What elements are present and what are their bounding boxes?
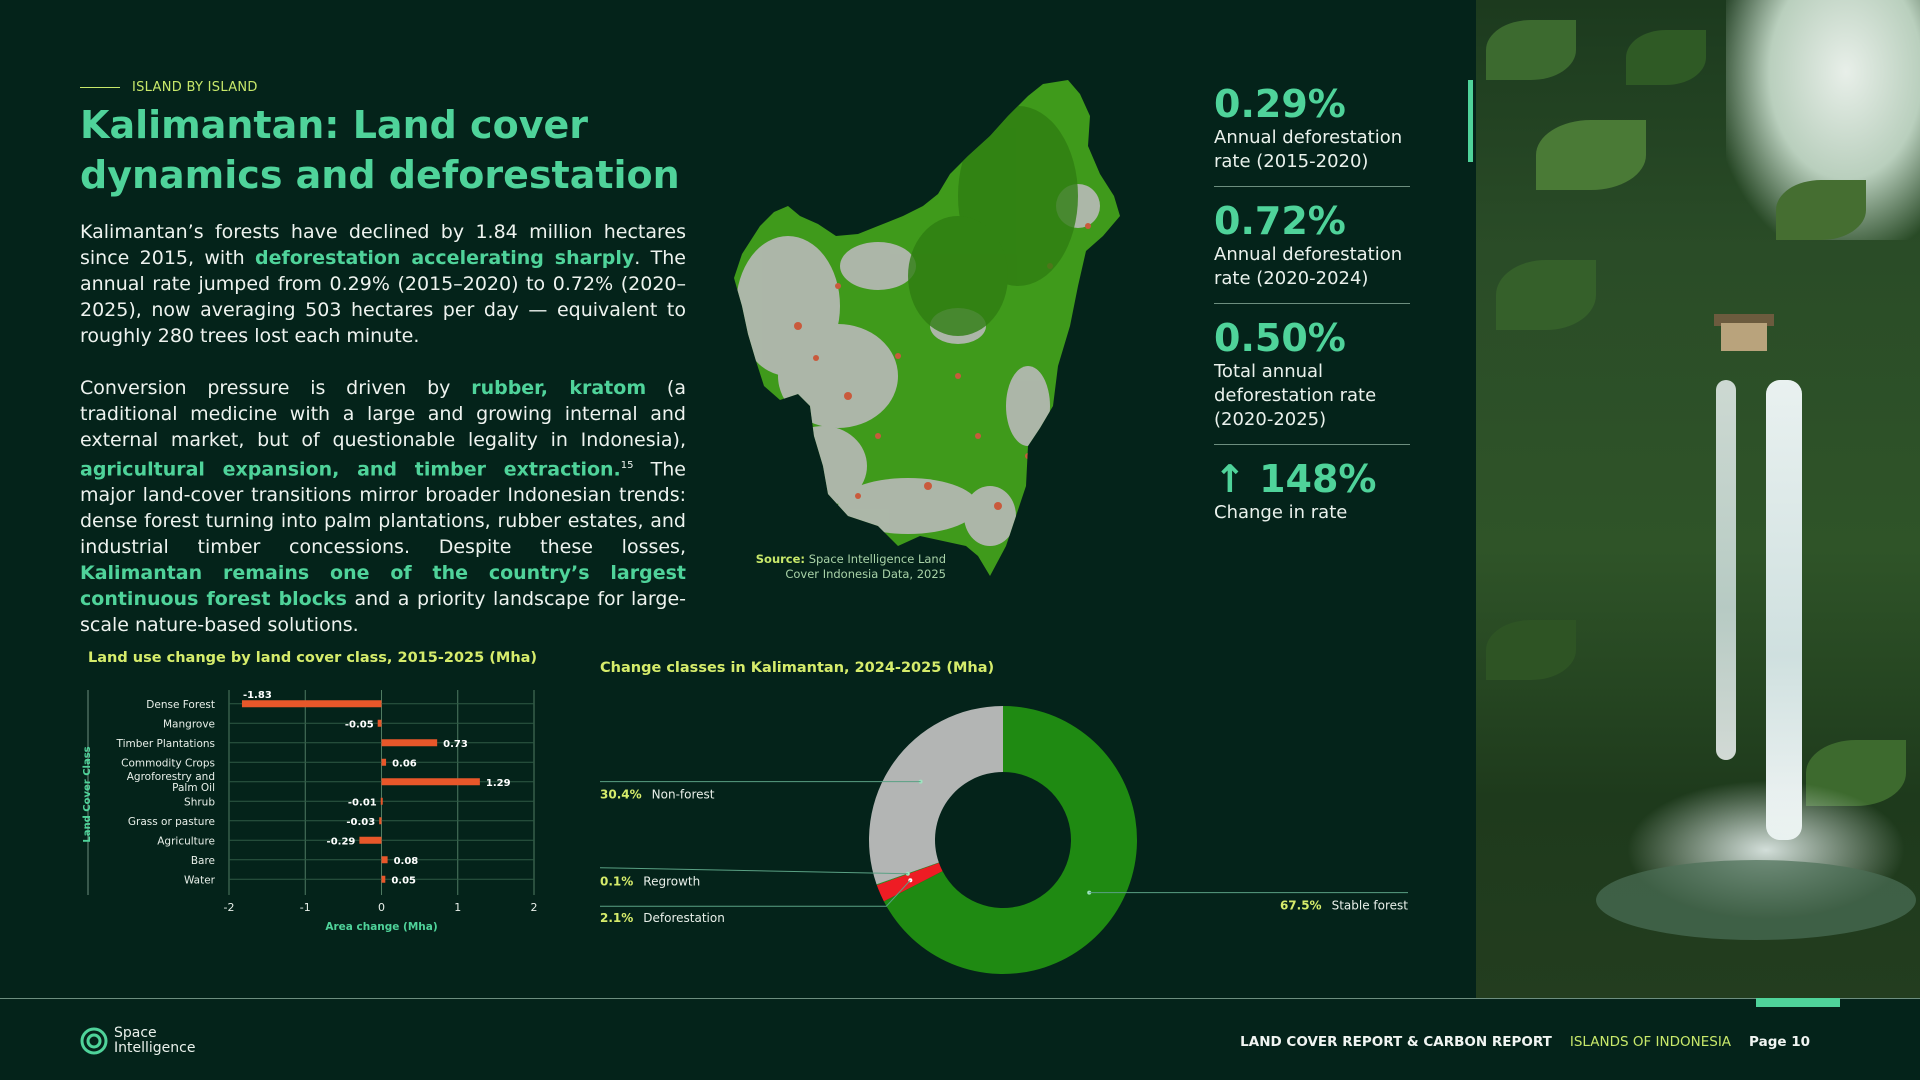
bar-x-axis-label: Area change (Mha) [325, 921, 438, 933]
p2-highlight-agri: agricultural expansion, and timber extraction. [80, 458, 621, 481]
donut-label-regrowth [600, 875, 700, 889]
bar-value-label: -1.83 [242, 689, 272, 701]
waterfall-photo [1476, 0, 1920, 998]
eyebrow [80, 80, 258, 95]
bar-mark [359, 837, 381, 844]
bar-mark [382, 856, 388, 863]
bar-category-label: Mangrove [163, 718, 215, 731]
stat-rate-2020-2024 [1214, 199, 1410, 304]
logo-icon [80, 1027, 108, 1055]
bar-mark [382, 759, 387, 766]
p2-text-a: Conversion pressure is driven by [80, 377, 472, 399]
bar-mark [382, 739, 438, 746]
bar-x-tick: -1 [299, 901, 311, 914]
bar-value-label: 0.08 [393, 855, 419, 867]
bar-value-label: 1.29 [485, 777, 511, 789]
footer-report-title: LAND COVER REPORT & CARBON REPORT [1240, 1034, 1552, 1050]
p1-text-c: . The annual rate jumped from 0.29% (2015–2020) to 0.72% (2020–2025), now averaging 503 hectares per day — equivalent to roughly 280 trees lost each minute. [80, 247, 686, 347]
donut-label-text: 2.1% Deforestation [600, 911, 725, 926]
bar-mark [381, 798, 383, 805]
donut-label-text: 0.1% Regrowth [600, 874, 701, 889]
photo-leaf [1486, 620, 1576, 680]
bar-value-label: -0.01 [347, 797, 377, 809]
bar-category-label: Dense Forest [146, 698, 215, 711]
bar-category-label: Agriculture [157, 835, 215, 848]
p2-text-g: and a priority landscape for large-scale nature-based solutions. [80, 588, 686, 637]
logo-line-1: Space [114, 1025, 157, 1041]
photo-hut [1721, 323, 1767, 351]
p2-highlight-forest-block: Kalimantan remains one of the country’s largest continuous forest blocks [80, 562, 686, 611]
footer-series-title: ISLANDS OF INDONESIA [1569, 1034, 1732, 1050]
bar-mark [378, 720, 382, 727]
footer-nav [1240, 1034, 1810, 1050]
bar-category-label: Commodity Crops [121, 757, 215, 770]
donut-chart-title: Change classes in Kalimantan, 2024-2025 (Mha) [600, 660, 995, 676]
p1-text-a: Kalimantan’s forests have declined by 1.84 million hectares since 2015, with [80, 221, 686, 269]
bar-category-label: Shrub [184, 796, 215, 809]
bar-value-label: 0.06 [392, 758, 417, 770]
source-label: Source: [755, 552, 806, 566]
stat-rate-2015-2020 [1214, 82, 1410, 187]
intro-paragraph [80, 219, 686, 349]
bar-value-label: 0.05 [391, 875, 416, 887]
donut-label-deforestation [600, 911, 725, 925]
donut-label-text: 30.4% Non-forest [600, 787, 715, 802]
eyebrow-rule [80, 87, 120, 88]
stat-label: Annual deforestation rate (2015-2020) [1214, 127, 1403, 172]
footnote-ref[interactable]: 15 [620, 460, 634, 471]
photo-pool [1596, 860, 1916, 940]
bar-x-tick: 2 [530, 901, 538, 914]
p2-text-c: (a traditional medicine with a large and growing internal and external market, but of questionable legality in Indonesia), [80, 377, 686, 451]
bar-value-label: -0.05 [344, 719, 374, 731]
bar-x-tick: 0 [378, 901, 385, 914]
bar-category-label: Grass or pasture [127, 815, 215, 828]
page-number: Page 10 [1749, 1034, 1810, 1050]
stat-value: 0.50% [1214, 316, 1346, 360]
bar-chart-title: Land use change by land cover class, 2015-2025 (Mha) [88, 650, 538, 666]
photo-waterfall [1766, 380, 1802, 840]
footer-accent [1756, 998, 1840, 1007]
bar-mark [382, 876, 386, 883]
p2-highlight-rubber: rubber, kratom [471, 377, 647, 399]
bar-chart [74, 686, 554, 946]
map-source [740, 552, 946, 582]
bar-category-label: Timber Plantations [116, 737, 215, 750]
p1-highlight: deforestation accelerating sharply [255, 247, 635, 269]
photo-leaf [1536, 120, 1646, 190]
stat-value: 0.29% [1214, 82, 1346, 126]
bar-category-label: Water [183, 874, 215, 887]
stat-value: 0.72% [1214, 199, 1346, 243]
footer-rule [0, 998, 1920, 999]
space-intelligence-logo[interactable] [80, 1026, 195, 1056]
stats-accent-bar [1468, 80, 1473, 162]
bar-y-axis-label: Land Cover Class [82, 746, 93, 843]
stat-change-in-rate [1214, 457, 1410, 537]
donut-leader-line [600, 868, 908, 874]
bar-category-label: Bare [190, 854, 215, 867]
photo-leaf [1486, 20, 1576, 80]
logo-text [114, 1026, 195, 1056]
bar-mark [382, 778, 480, 785]
photo-leaf [1496, 260, 1596, 330]
stats-panel [1214, 82, 1410, 549]
stat-value: ↑ 148% [1214, 457, 1377, 501]
source-text: Space Intelligence Land Cover Indonesia Data, 2025 [785, 552, 946, 581]
eyebrow-label: ISLAND BY ISLAND [132, 80, 258, 95]
donut-slice [869, 706, 1003, 884]
photo-leaf [1626, 30, 1706, 85]
drivers-paragraph [80, 375, 686, 638]
bar-category-label: Agroforestry and Palm Oil [126, 770, 215, 794]
p2-text-e: The major land-cover transitions mirror broader Indonesian trends: dense forest turning into palm plantations, rubber estates, and industrial timber concessions. Despite these losses, [80, 458, 686, 559]
bar-x-tick: -2 [223, 901, 235, 914]
bar-mark [242, 700, 382, 707]
bar-value-label: 0.73 [443, 738, 468, 750]
donut-label-non-forest [600, 788, 715, 802]
stat-label: Change in rate [1214, 502, 1348, 523]
stat-total-rate [1214, 316, 1410, 445]
bar-mark [379, 817, 381, 824]
bar-value-label: -0.29 [326, 836, 356, 848]
kalimantan-map [728, 76, 1168, 588]
donut-label-stable-forest [1280, 899, 1408, 913]
bar-value-label: -0.03 [346, 816, 376, 828]
stat-label: Total annual deforestation rate (2020-2025) [1214, 361, 1377, 430]
photo-leaf [1776, 180, 1866, 240]
photo-waterfall [1716, 380, 1736, 760]
bar-x-tick: 1 [454, 901, 462, 914]
donut-chart [598, 700, 1418, 980]
page-title: Kalimantan: Land cover dynamics and deforestation [80, 103, 680, 197]
stat-label: Annual deforestation rate (2020-2024) [1214, 244, 1403, 289]
logo-line-2: Intelligence [114, 1040, 196, 1056]
donut-label-text: 67.5% Stable forest [1279, 898, 1408, 913]
